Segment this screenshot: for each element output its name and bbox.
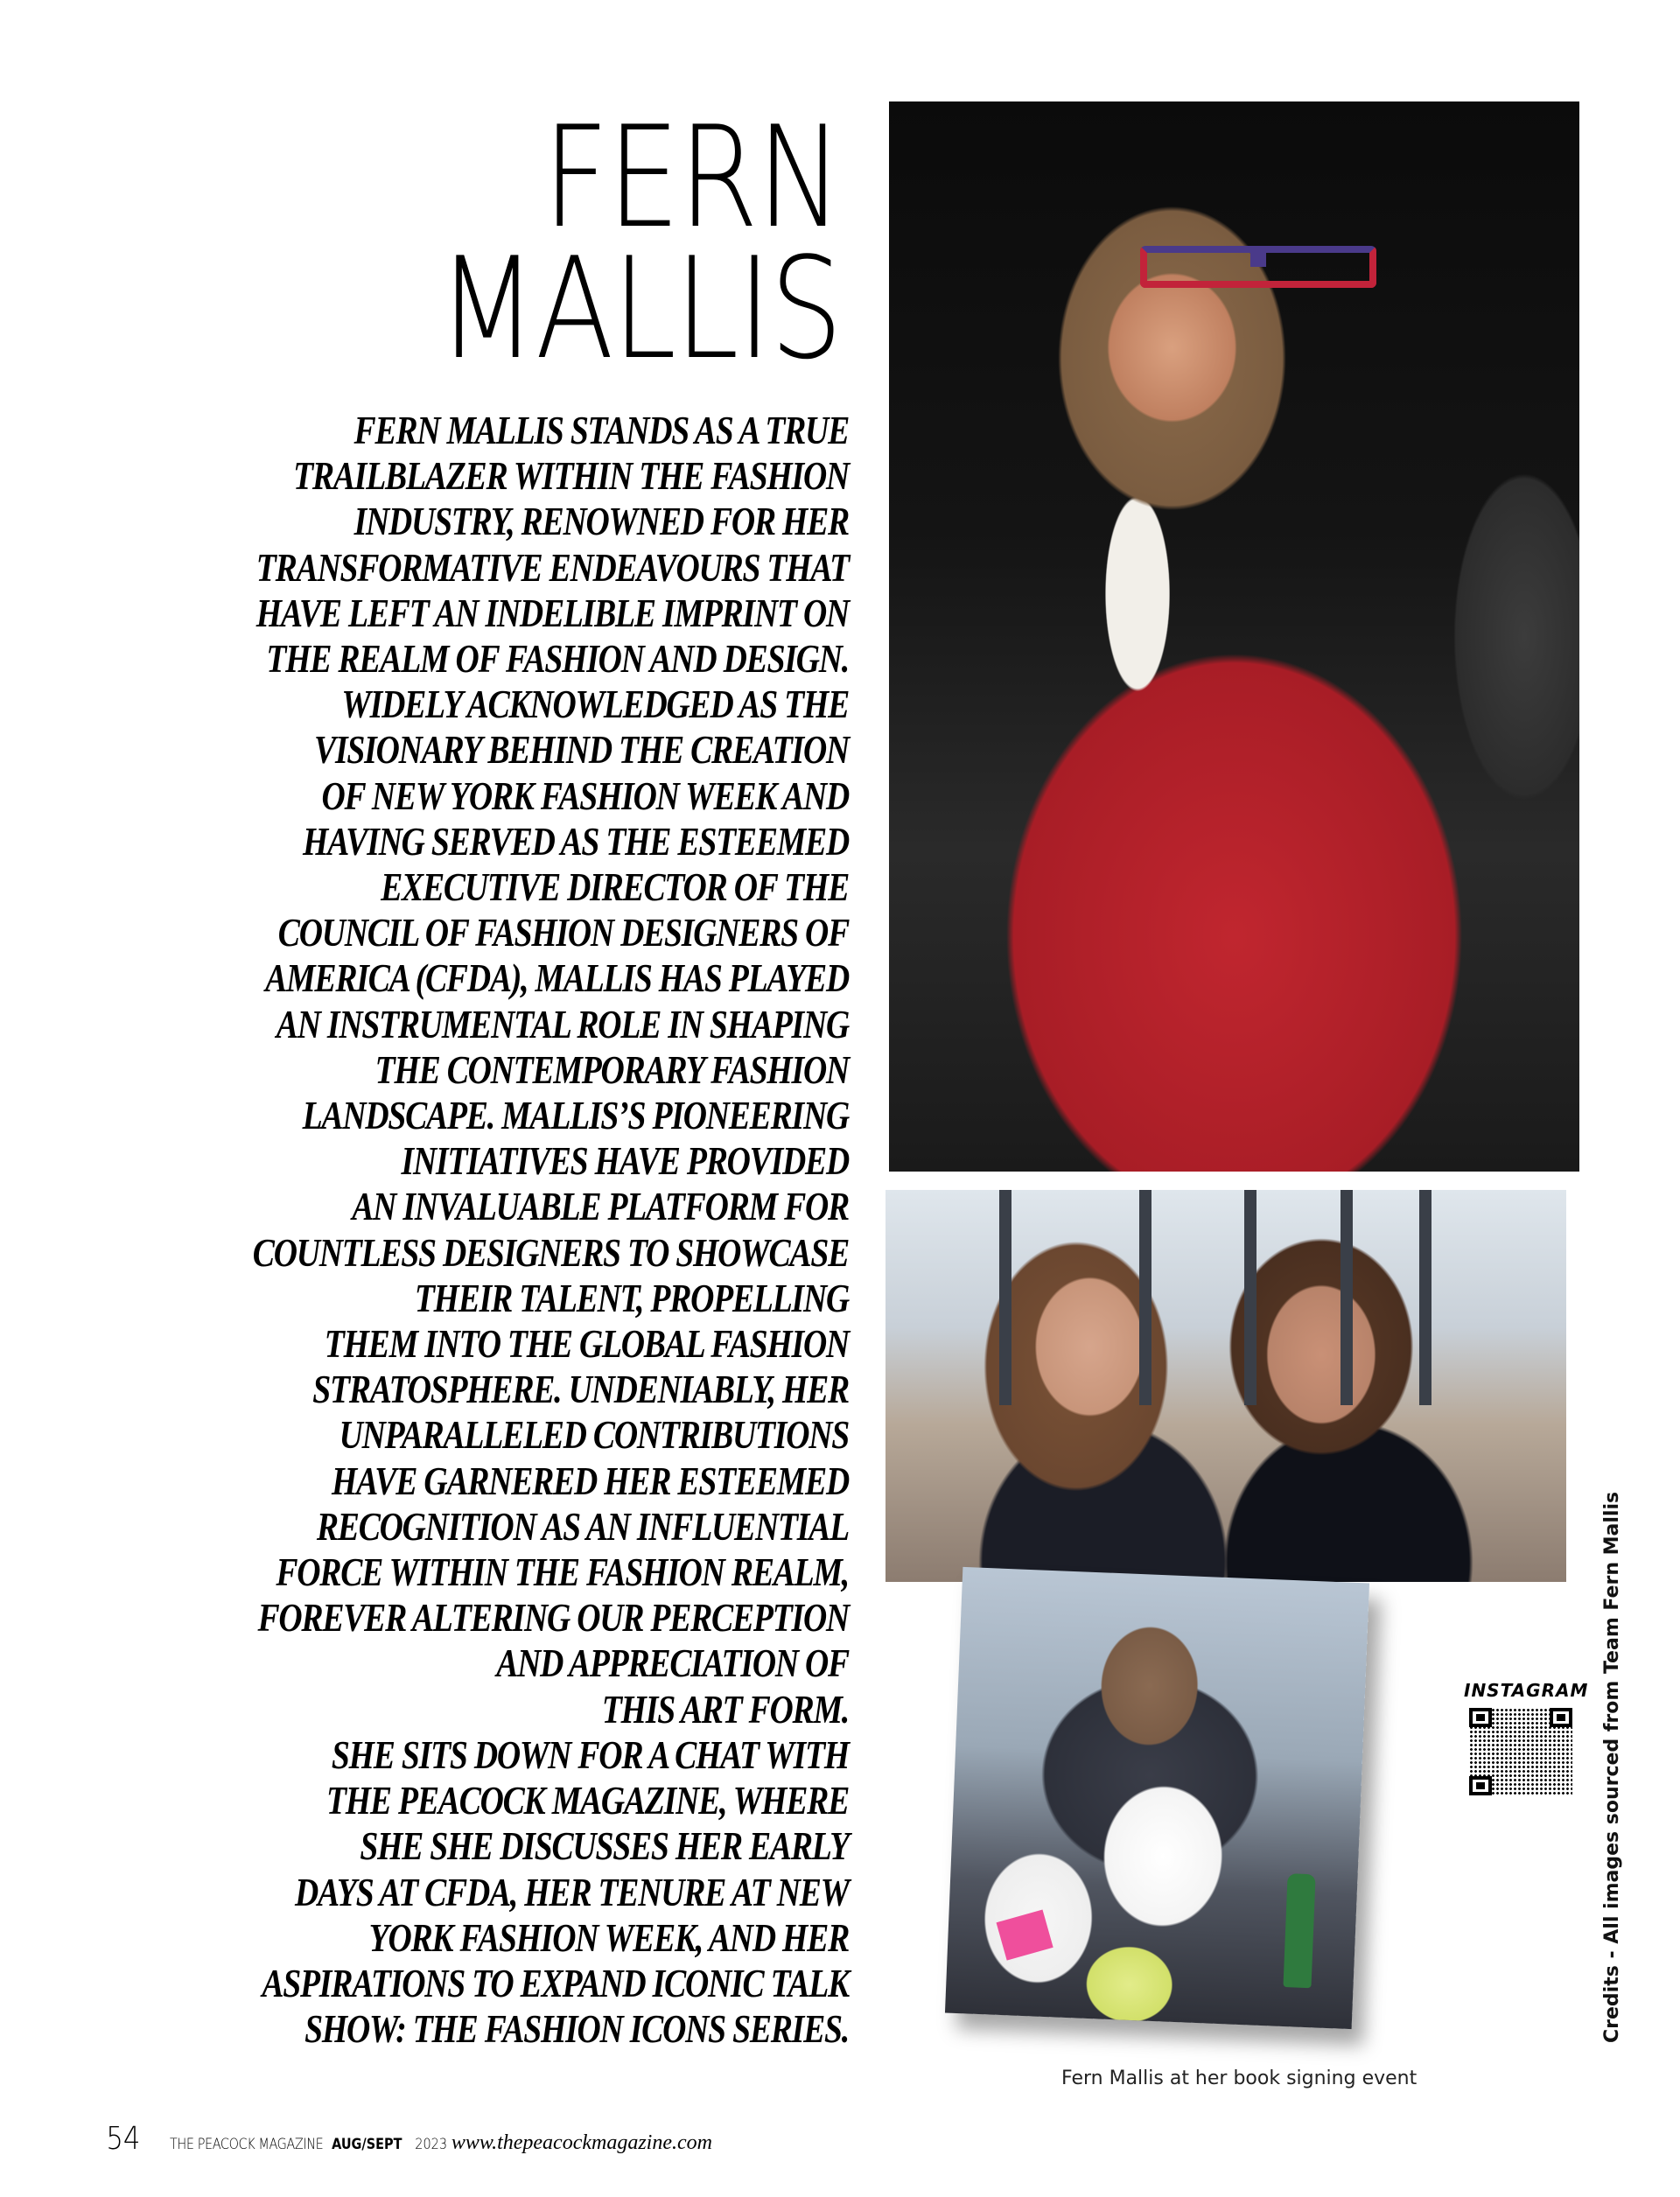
window-frame: [1139, 1190, 1152, 1405]
intro-line: FORCE WITHIN THE FASHION REALM,: [276, 1550, 849, 1595]
intro-line: YORK FASHION WEEK, AND HER: [368, 1914, 849, 1960]
window-frame: [999, 1190, 1012, 1405]
bottle-shape: [1283, 1873, 1315, 1988]
magazine-name: THE PEACOCK MAGAZINE: [169, 2136, 324, 2153]
qr-finder-icon: [1469, 1776, 1492, 1795]
image-credits: Credits - All images sourced from Team Fern Mallis: [1601, 1491, 1623, 2043]
intro-line: FERN MALLIS STANDS AS A TRUE: [354, 408, 849, 452]
intro-line: THE PEACOCK MAGAZINE, WHERE: [326, 1778, 849, 1823]
intro-line: SHE SHE DISCUSSES HER EARLY: [360, 1823, 850, 1869]
qr-finder-icon: [1469, 1708, 1492, 1727]
intro-line: SHE SITS DOWN FOR A CHAT WITH: [331, 1732, 849, 1777]
issue-label: AUG/SEPT: [332, 2136, 402, 2153]
qr-finder-icon: [1550, 1708, 1572, 1727]
intro-line: HAVING SERVED AS THE ESTEEMED: [303, 818, 849, 864]
intro-line: THE REALM OF FASHION AND DESIGN.: [266, 636, 850, 682]
window-frame: [1244, 1190, 1256, 1405]
page-footer: [103, 2121, 712, 2157]
window-frame: [1340, 1190, 1353, 1405]
intro-line: SHOW: THE FASHION ICONS SERIES.: [304, 2006, 849, 2052]
intro-line: COUNTLESS DESIGNERS TO SHOWCASE: [252, 1229, 849, 1275]
page-number: 54: [106, 2121, 141, 2157]
intro-paragraph: [70, 408, 849, 2052]
intro-line: AND APPRECIATION OF: [496, 1641, 849, 1686]
glasses-shape: [1140, 246, 1376, 288]
window-frame: [1419, 1190, 1432, 1405]
intro-line: AN INSTRUMENTAL ROLE IN SHAPING: [276, 1001, 849, 1046]
intro-line: WIDELY ACKNOWLEDGED AS THE: [341, 682, 849, 727]
intro-line: INDUSTRY, RENOWNED FOR HER: [354, 499, 850, 544]
intro-line: TRAILBLAZER WITHIN THE FASHION: [293, 453, 850, 499]
photo-caption: Fern Mallis at her book signing event: [1061, 2068, 1418, 2089]
intro-line: THEM INTO THE GLOBAL FASHION: [324, 1321, 849, 1367]
intro-line: LANDSCAPE. MALLIS’S PIONEERING: [302, 1093, 849, 1138]
portrait-photo: [889, 101, 1579, 1172]
intro-line: AN INVALUABLE PLATFORM FOR: [352, 1184, 849, 1229]
intro-line: FOREVER ALTERING OUR PERCEPTION: [257, 1595, 849, 1641]
intro-line: EXECUTIVE DIRECTOR OF THE: [381, 864, 849, 910]
intro-line: STRATOSPHERE. UNDENIABLY, HER: [312, 1367, 849, 1412]
intro-line: HAVE GARNERED HER ESTEEMED: [332, 1458, 849, 1503]
intro-line: DAYS AT CFDA, HER TENURE AT NEW: [295, 1869, 850, 1914]
article-title: [438, 95, 842, 390]
title-line-last: MALLIS: [438, 227, 842, 390]
intro-line: ASPIRATIONS TO EXPAND ICONIC TALK: [262, 1960, 849, 2005]
intro-line: THIS ART FORM.: [601, 1686, 849, 1732]
intro-line: RECOGNITION AS AN INFLUENTIAL: [316, 1503, 849, 1549]
interview-photo: [886, 1190, 1566, 1582]
intro-line: COUNCIL OF FASHION DESIGNERS OF: [277, 910, 850, 955]
intro-line: INITIATIVES HAVE PROVIDED: [401, 1138, 849, 1184]
issue-year: 2023: [414, 2136, 447, 2153]
intro-line: UNPARALLELED CONTRIBUTIONS: [339, 1412, 849, 1458]
sticky-note-shape: [997, 1909, 1054, 1960]
instagram-label: INSTAGRAM: [1464, 1680, 1589, 1701]
intro-line: AMERICA (CFDA), MALLIS HAS PLAYED: [265, 955, 849, 1001]
intro-line: TRANSFORMATIVE ENDEAVOURS THAT: [256, 544, 850, 590]
website-link[interactable]: www.thepeacockmagazine.com: [451, 2131, 712, 2154]
intro-line: THE CONTEMPORARY FASHION: [374, 1046, 849, 1092]
intro-line: THEIR TALENT, PROPELLING: [414, 1275, 849, 1320]
qr-code-icon[interactable]: [1469, 1708, 1572, 1795]
book-signing-photo: [945, 1567, 1369, 2029]
intro-line: OF NEW YORK FASHION WEEK AND: [321, 773, 849, 818]
intro-line: VISIONARY BEHIND THE CREATION: [314, 727, 849, 773]
instagram-block: [1464, 1680, 1589, 1795]
intro-line: HAVE LEFT AN INDELIBLE IMPRINT ON: [256, 590, 849, 635]
title-line-first: FERN: [542, 95, 842, 259]
